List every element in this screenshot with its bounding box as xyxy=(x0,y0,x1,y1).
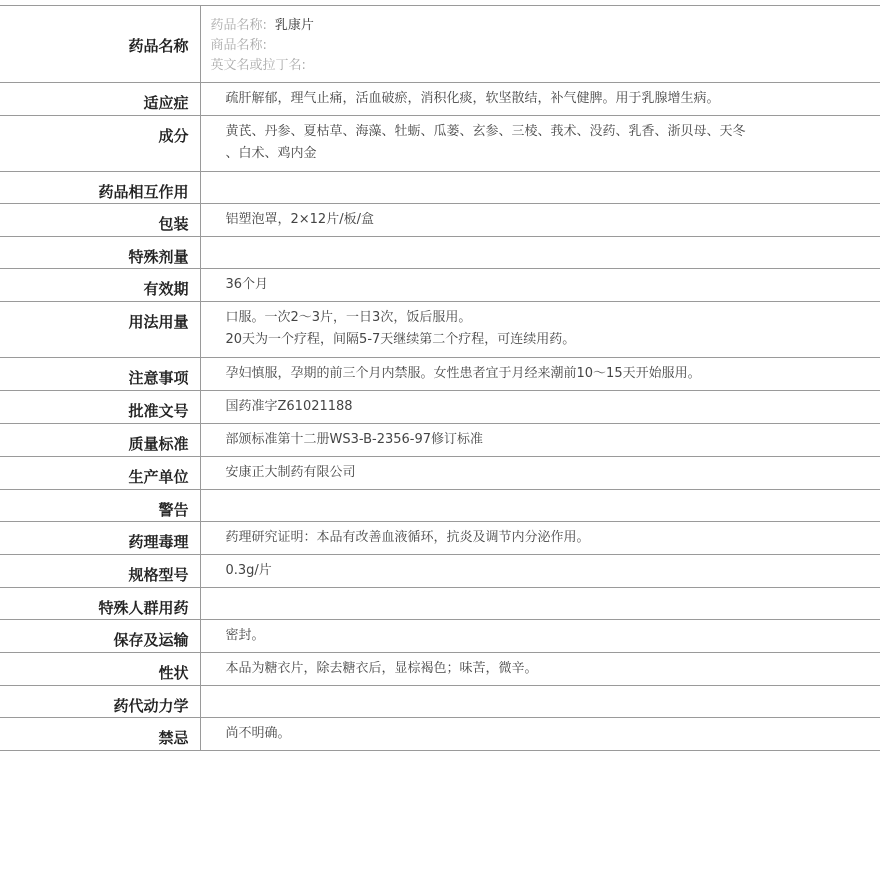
generic-name-line xyxy=(211,16,880,36)
row-value xyxy=(200,83,880,116)
english-name-label: 英文名或拉丁名: xyxy=(210,58,306,73)
row-label: 规格型号 xyxy=(0,555,200,588)
row-label: 警告 xyxy=(0,490,200,522)
row-value xyxy=(200,237,880,269)
row-value xyxy=(200,588,880,620)
row-value xyxy=(200,490,880,522)
spec-row xyxy=(0,302,880,358)
row-label: 性状 xyxy=(0,653,200,686)
value-line: 、白术、鸡内金 xyxy=(225,146,317,161)
row-value xyxy=(200,555,880,588)
value-line: 尚不明确。 xyxy=(225,726,291,741)
row-label: 特殊剂量 xyxy=(0,237,200,269)
spec-row xyxy=(0,522,880,555)
row-value xyxy=(200,522,880,555)
row-value xyxy=(200,620,880,653)
row-label: 有效期 xyxy=(0,269,200,302)
row-value xyxy=(200,686,880,718)
value-line: 国药准字Z61021188 xyxy=(225,399,353,414)
spec-row xyxy=(0,457,880,490)
value-line: 安康正大制药有限公司 xyxy=(225,465,356,480)
spec-row xyxy=(0,718,880,751)
row-label: 用法用量 xyxy=(0,302,200,358)
value-line: 药理研究证明：本品有改善血液循环，抗炎及调节内分泌作用。 xyxy=(225,530,590,545)
row-label: 质量标准 xyxy=(0,424,200,457)
row-value xyxy=(200,302,880,358)
row-value xyxy=(200,269,880,302)
spec-row xyxy=(0,424,880,457)
spec-row xyxy=(0,116,880,172)
drug-spec-table xyxy=(0,5,880,751)
row-label: 适应症 xyxy=(0,83,200,116)
spec-row xyxy=(0,555,880,588)
row-value xyxy=(200,358,880,391)
english-name-line xyxy=(211,56,880,76)
row-label: 注意事项 xyxy=(0,358,200,391)
spec-row xyxy=(0,269,880,302)
row-label: 成分 xyxy=(0,116,200,172)
spec-row xyxy=(0,391,880,424)
row-label: 禁忌 xyxy=(0,718,200,751)
value-line: 本品为糖衣片，除去糖衣后，显棕褐色；味苦，微辛。 xyxy=(225,661,538,676)
row-label: 药品名称 xyxy=(0,6,200,83)
row-value xyxy=(200,718,880,751)
row-label: 药品相互作用 xyxy=(0,172,200,204)
generic-name-value: 乳康片 xyxy=(274,18,314,33)
trade-name-line xyxy=(211,36,880,56)
value-line: 20天为一个疗程，间隔5-7天继续第二个疗程，可连续用药。 xyxy=(225,332,576,347)
value-line: 铝塑泡罩，2×12片/板/盒 xyxy=(225,212,374,227)
value-line: 孕妇慎服，孕期的前三个月内禁服。女性患者宜于月经来潮前10～15天开始服用。 xyxy=(225,366,701,381)
spec-row xyxy=(0,490,880,522)
spec-row xyxy=(0,588,880,620)
row-label: 批准文号 xyxy=(0,391,200,424)
value-line: 36个月 xyxy=(225,277,269,292)
value-line: 疏肝解郁，理气止痛，活血破瘀，消积化痰，软坚散结，补气健脾。用于乳腺增生病。 xyxy=(225,91,720,106)
spec-row xyxy=(0,620,880,653)
row-label: 保存及运输 xyxy=(0,620,200,653)
spec-row xyxy=(0,358,880,391)
drug-name-row xyxy=(0,6,880,83)
row-value xyxy=(200,172,880,204)
value-line: 口服。一次2～3片，一日3次，饭后服用。 xyxy=(225,310,472,325)
row-label: 包装 xyxy=(0,204,200,237)
spec-row xyxy=(0,653,880,686)
spec-row xyxy=(0,237,880,269)
spec-row xyxy=(0,204,880,237)
spec-row xyxy=(0,83,880,116)
value-line: 部颁标准第十二册WS3-B-2356-97修订标准 xyxy=(225,432,484,447)
generic-name-label: 药品名称: xyxy=(210,18,267,33)
drug-spec-body xyxy=(0,6,880,751)
row-value xyxy=(200,424,880,457)
row-value xyxy=(200,457,880,490)
row-label: 药代动力学 xyxy=(0,686,200,718)
row-label: 生产单位 xyxy=(0,457,200,490)
row-value xyxy=(200,391,880,424)
row-value xyxy=(200,653,880,686)
row-label: 药理毒理 xyxy=(0,522,200,555)
row-value xyxy=(200,204,880,237)
spec-row xyxy=(0,686,880,718)
drug-name-details xyxy=(200,6,880,83)
value-line: 0.3g/片 xyxy=(225,563,272,578)
row-label: 特殊人群用药 xyxy=(0,588,200,620)
spec-row xyxy=(0,172,880,204)
row-value xyxy=(200,116,880,172)
trade-name-label: 商品名称: xyxy=(210,38,267,53)
value-line: 黄芪、丹参、夏枯草、海藻、牡蛎、瓜蒌、玄参、三棱、莪术、没药、乳香、浙贝母、天冬 xyxy=(225,124,746,139)
value-line: 密封。 xyxy=(225,628,265,643)
